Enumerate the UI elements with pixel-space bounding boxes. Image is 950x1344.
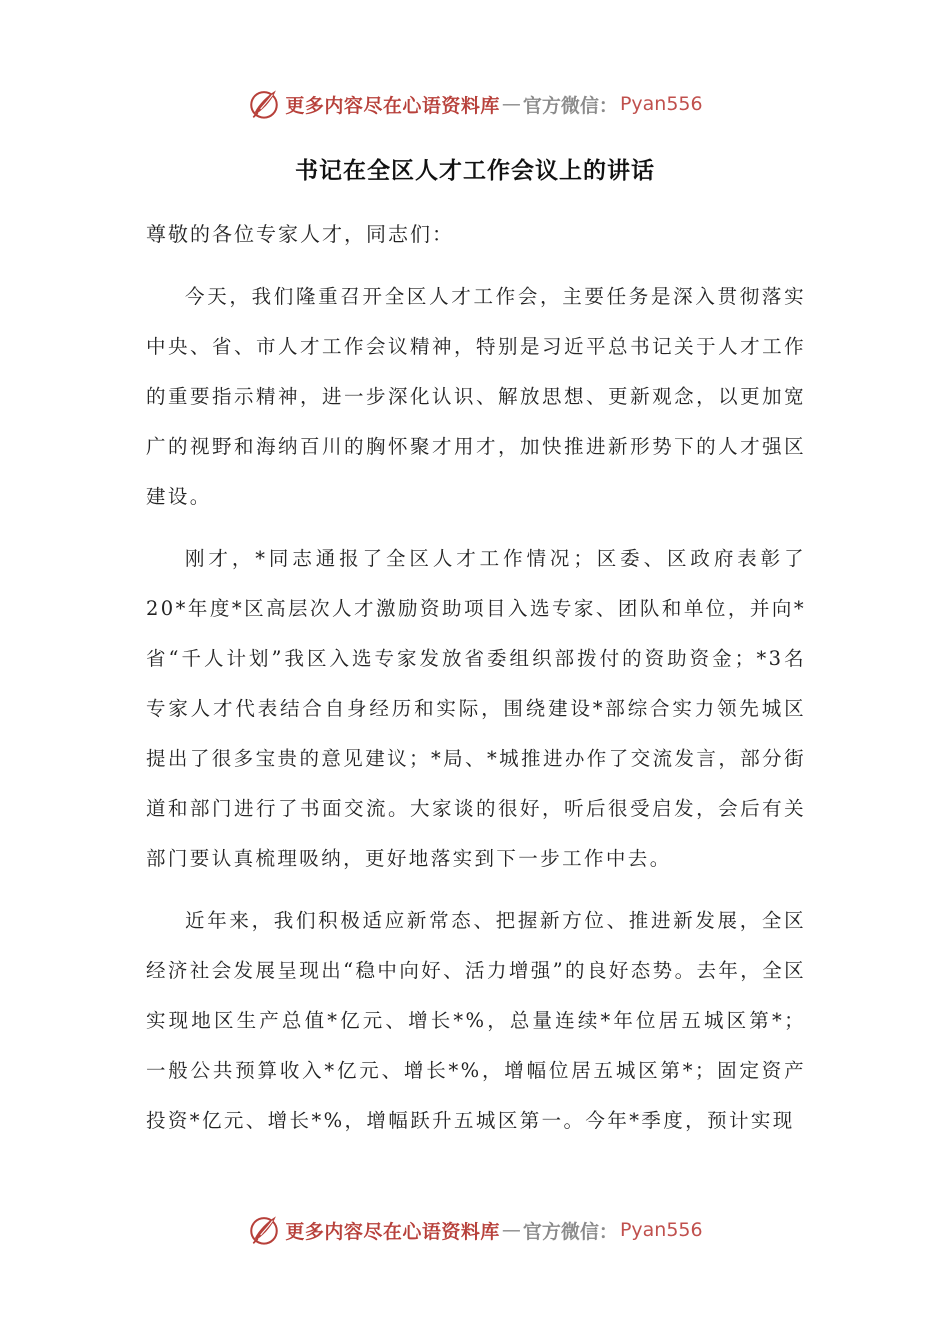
document-title: 书记在全区人才工作会议上的讲话 — [295, 158, 655, 184]
footer-banner — [0, 1210, 950, 1250]
banner-text: 更多内容尽在心语资料库 — [285, 94, 500, 117]
banner-wechat-id: Pyan556 — [619, 93, 703, 115]
banner-text: 更多内容尽在心语资料库 — [285, 1220, 500, 1243]
paragraph-3: 近年来，我们积极适应新常态、把握新方位、推进新发展，全区经济社会发展呈现出“稳中向好、活力增强”的良好态势。去年，全区实现地区生产总值*亿元、增长*%，总量连续*年位居五城区第*；一般公共预算收入*亿元、增长*%，增幅位居五城区第*；固定资产投资*亿元、增长*%，增幅跃升五城区第一。今年*季度，预计实现 — [146, 909, 806, 1132]
banner-wechat-label: 官方微信： — [522, 94, 618, 117]
paragraph-2: 刚才，*同志通报了全区人才工作情况；区委、区政府表彰了20*年度*区高层次人才激励资助项目入选专家、团队和单位，并向*省“千人计划”我区入选专家发放省委组织部拨付的资助资金；*3名专家人才代表结合自身经历和实际，围绕建设*部综合实力领先城区提出了很多宝贵的意见建议；*局、*城推进办作了交流发言，部分街道和部门进行了书面交流。大家谈的很好，听后很受启发，会后有关部门要认真梳理吸纳，更好地落实到下一步工作中去。 — [146, 547, 806, 870]
quill-pen-logo-icon — [247, 87, 281, 121]
banner-separator: — — [501, 1219, 521, 1241]
banner-separator: — — [501, 93, 521, 115]
paragraph-1: 今天，我们隆重召开全区人才工作会，主要任务是深入贯彻落实中央、省、市人才工作会议精神，特别是习近平总书记关于人才工作的重要指示精神，进一步深化认识、解放思想、更新观念，以更加宽广的视野和海纳百川的胸怀聚才用才，加快推进新形势下的人才强区建设。 — [146, 285, 806, 508]
banner-wechat-id: Pyan556 — [619, 1219, 703, 1241]
quill-pen-logo-icon — [247, 1213, 281, 1247]
banner-wechat-label: 官方微信： — [522, 1220, 618, 1243]
salutation: 尊敬的各位专家人才，同志们： — [146, 222, 454, 246]
header-banner — [0, 84, 950, 124]
